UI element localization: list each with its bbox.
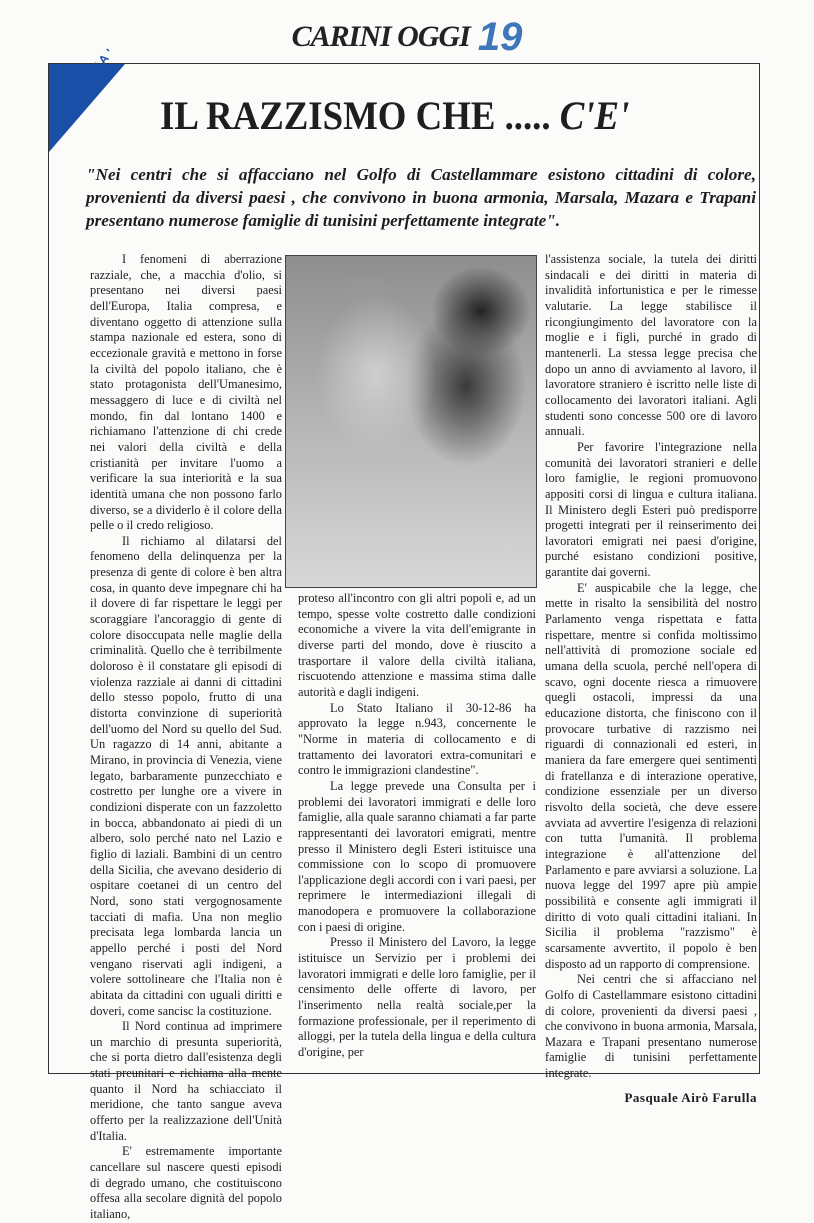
column-right xyxy=(545,252,757,1105)
paragraph: E' auspicabile che la legge, che mette in risalto la sensibilità del nostro Parlamento venga rispettata e fatta rispettare, mentre si confida moltissimo nell'attività di promozione sociale ed umana della scuola, perché nell'opera di scavo, ogni docente riesca a rimuovere quegli ostacoli, impressi da una educazione distorta, che finiscono con il provocare turbative di razzismo nei riguardi di connazionali ed esteri, in maniera da fare emergere quei sentimenti di fratellanza e di interazione operative, condizione essenziale per un diverso risvolto della società, che deve essere avviata ad avvertire l'esigenza di relazioni con tutta l'umanità. Il problema integrazione è all'attenzione del Parlamento e pare avviarsi a soluzione. La nuova legge del 1997 apre più ampie possibilità e consente agli immigrati il diritto di voto quali cittadini italiani. In Sicilia il problema "razzismo" è scarsamente avvertito, il popolo è ben disposto ad un rapporto di comprensione. xyxy=(545,580,757,971)
paragraph: proteso all'incontro con gli altri popoli e, ad un tempo, spesse volte costretto dalle condizioni economiche a vivere la vita dell'emigrante in diverse parti del mondo, dove è riuscito a trasportare il valore della civiltà italiana, riscuotendo attenzione e massima stima dalle autorità e dagli indigeni. xyxy=(298,591,536,699)
logo-text: CARINI OGGI xyxy=(291,20,470,53)
column-left xyxy=(90,252,282,1223)
paragraph: l'assistenza sociale, la tutela dei diritti sindacali e dei diritti in materia di invalidità infortunistica e per le rimesse valutarie. La legge stabilisce il ricongiungimento del lavoratore con la moglie e i figli, purché in grado di mantenerli. La stessa legge precisa che dopo un anno di avviamento al lavoro, il lavoratore straniero è iscritto nelle liste di collocamento dei lavoratori italiani. Agli studenti sono concesse 500 ore di lavoro annuali. xyxy=(545,252,757,439)
paragraph: Presso il Ministero del Lavoro, la legge istituisce un Servizio per i problemi dei lavoratori immigrati e delle loro famiglie, per il censimento delle offerte di lavoro, per l'inserimento nella realtà sociale,per la formazione professionale, per il reperimento di alloggi, per la tutela della lingua e della cultura d'origine, per xyxy=(298,935,536,1060)
paragraph: E' estremamente importante cancellare sul nascere questi episodi di degrado umano, che costituiscono offesa alla secolare dignità del popolo italiano, xyxy=(90,1144,282,1222)
paragraph: Nei centri che si affacciano nel Golfo di Castellammare esistono cittadini di colore, provenienti da diversi paesi , che convivono in buona armonia, Marsala, Mazara e Trapani presentano numerose famiglie di tunisini perfettamente integrate. xyxy=(545,972,757,1081)
section-tag: SOCIETA' xyxy=(52,43,119,119)
paragraph: La legge prevede una Consulta per i problemi dei lavoratori immigrati e delle loro famiglie, alla quale saranno chiamati a far parte rappresentanti dei lavoratori emigrati, mentre presso il Ministero degli Esteri istituisce una commissione con lo scopo di promuovere l'applicazione degli accordi con i vari paesi, per reprimere le intermediazioni illegali di manodopera e promuovere la collaborazione con i paesi di origine. xyxy=(298,778,536,934)
author-byline: Pasquale Airò Farulla xyxy=(624,1089,757,1105)
title-main: IL RAZZISMO CHE ..... xyxy=(160,93,560,138)
page-number: 19 xyxy=(477,15,523,59)
article-subtitle: "Nei centri che si affacciano nel Golfo di Castellammare esistono cittadini di colore, provenienti da diversi paesi , che convivono in buona armonia, Marsala, Mazara e Trapani presentano numerose famiglie di tunisini perfettamente integrate". xyxy=(86,165,756,230)
paragraph: Lo Stato Italiano il 30-12-86 ha approvato la legge n.943, concernente le "Norme in materia di collocamento e di trattamento dei lavoratori extra-comunitari e contro le immigrazioni clandestine". xyxy=(298,700,536,778)
column-middle xyxy=(298,591,536,1061)
article-title xyxy=(160,92,629,139)
paragraph: Il Nord continua ad imprimere un marchio di presunta superiorità, che si porta dietro dall'esistenza degli stati preunitari e richiama alla mente quanto il Nord ha schiacciato il meridione, che tanto sangue aveva offerto per la realizzazione dell'Unità d'Italia. xyxy=(90,1019,282,1143)
article-photo xyxy=(285,255,537,588)
paragraph: Il richiamo al dilatarsi del fenomeno della delinquenza per la presenza di gente di colore è ben altra cosa, in quanto deve impegnare chi ha il dovere di far rispettare le leggi per scoraggiare l'ancoraggio di gente di colore disoccupata nelle maglie della criminalità. Quello che è terribilmente doloroso è il constatare gli episodi di violenza razziale ai danni di cittadini dello stesso popolo, frutto di una distorta convinzione di superiorità dell'uomo del Nord su quello del Sud. Un ragazzo di 14 anni, abitante a Mirano, in provincia di Venezia, viene legato, barbaramente punzecchiato e costretto per lunghe ore a vivere in condizioni disperate con un fazzoletto in bocca, abbandonato ai piedi di un albero, solo perché nato nel Lazio e figlio di laziali. Bambini di un centro della Sicilia, che avevano desiderio di ospitare coetanei di un centro del Nord, sono stati vergognosamente tacciati di mafia. Una non meglio precisata lega lombarda lancia un appello perché i posti del Nord vengano riservati agli indigeni, a volere sottolineare che l'Italia non è abitata da cittadini con uguali diritti e doveri, come sancisc la costituzione. xyxy=(90,533,282,1018)
masthead-logo xyxy=(0,10,814,64)
title-emphasis: C'E' xyxy=(559,93,630,138)
paragraph: I fenomeni di aberrazione razziale, che, a macchia d'olio, si presentano nei diversi paesi dell'Europa, Italia compresa, e diventano oggetto di attenzione sulla stampa nazionale ed estera, sono di eccezionale gravità e mettono in forse la civiltà del popolo italiano, che è stato protagonista dell'Umanesimo, messaggero di luce e di civiltà nel mondo, fin dal lontano 1400 e richiamano l'attenzione di chi crede nei valori della civiltà e della cristianità per invitare l'uomo a verificare la sua interiorità e la sua identità umana che non possono farlo diverso, se a dividerlo è il colore della pelle o il credo religioso. xyxy=(90,252,282,533)
paragraph: Per favorire l'integrazione nella comunità dei lavoratori stranieri e delle loro famiglie, le regioni promuovono appositi corsi di lingua e cultura italiana. Il Ministero degli Esteri può predisporre progetti integrati per il reinserimento dei lavoratori emigrati nei paesi d'origine, purché esistano condizioni positive, garantite dai governi. xyxy=(545,439,757,580)
